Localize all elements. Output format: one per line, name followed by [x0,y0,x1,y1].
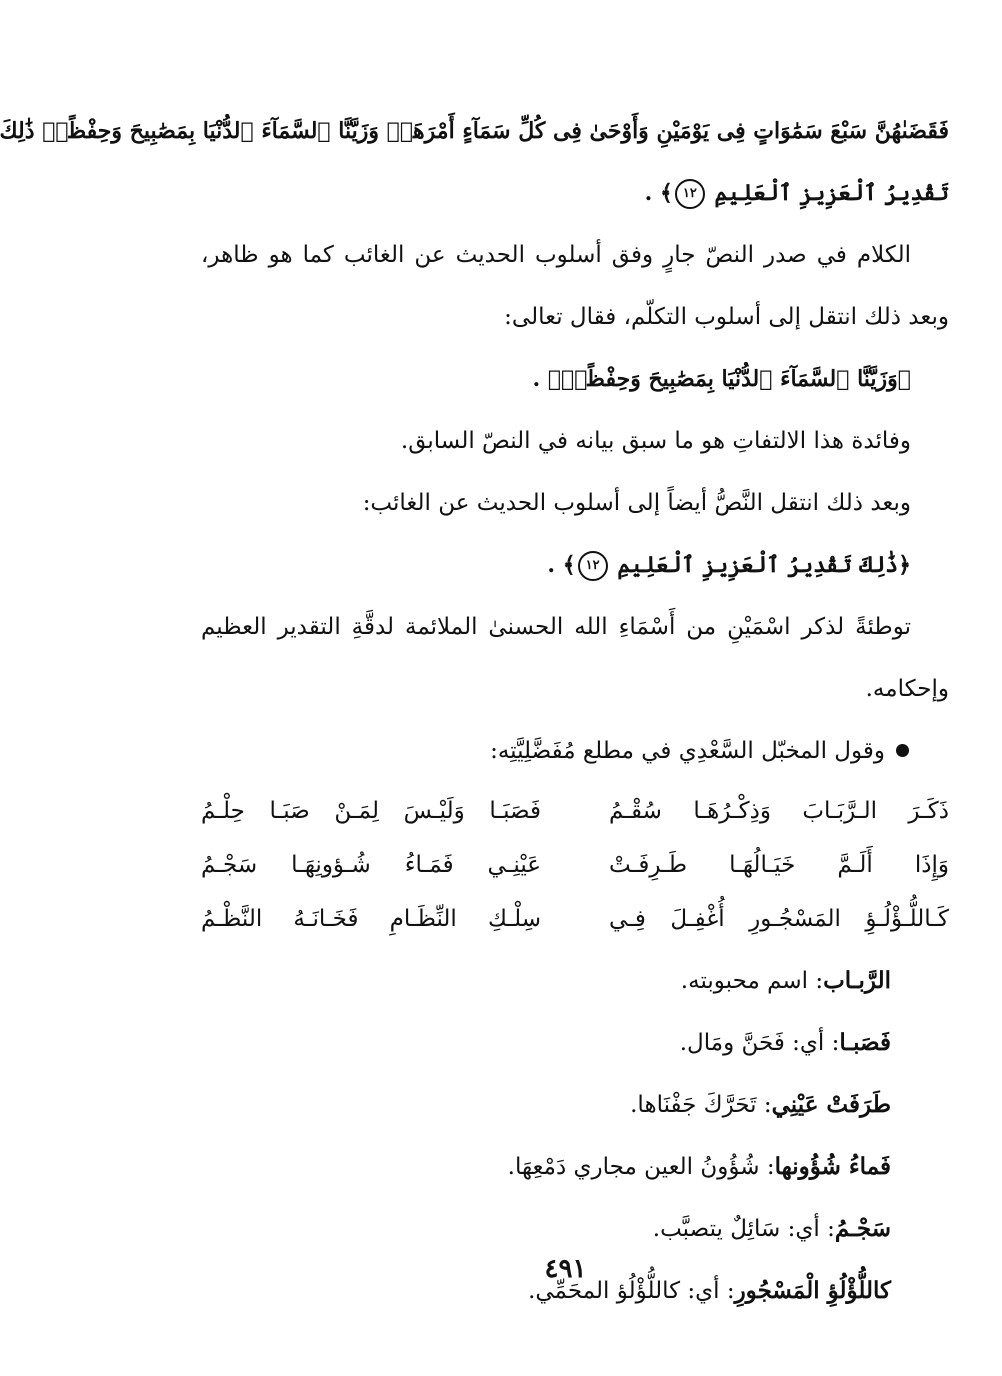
glossary-definition: : أي: سَائِلٌ يتصبَّب. [652,1216,835,1242]
poem-verse [201,838,949,892]
bullet-icon [896,744,909,757]
glossary-term: طَرَفَتْ عَيْنِي [771,1091,891,1118]
quran-verse-line [0,100,949,162]
paragraph-line [201,596,949,658]
poem-verse [201,784,949,838]
quran-verse-text: تَقْدِيرُ ٱلْعَزِيزِ ٱلْعَلِيمِ [714,180,949,206]
paragraph-line [201,410,949,472]
glossary-definition: : اسم محبوبته. [680,968,824,994]
poem-first-hemistich: كَـاللُّـؤْلُـؤِ المَسْجُـورِ أُغْفِـلَ فِـي [609,906,949,932]
ayah-number-marker: ١٢ [675,179,705,209]
glossary-definition: : تَحَرَّكَ جَفْنَاها. [630,1092,772,1118]
quran-verse-text: وَزَيَّنَّا ٱلسَّمَآءَ ٱلدُّنْيَا بِمَصَٰبِيحَ وَحِفْظًاۚ [561,366,898,392]
glossary-term: كاللُّؤْلُؤِ الْمَسْجُورِ [734,1277,891,1304]
opening-ornate-bracket: ﴿ [897,366,911,392]
poem [201,784,949,946]
glossary-term: فَصَبـا [839,1029,891,1056]
ayah-number-marker: ١٢ [578,551,608,581]
poem-first-hemistich: ذَكَـرَ الـرَّبَـابَ وَذِكْـرُهَـا سُقْـمُ [609,798,949,824]
paragraph-text: توطئةً لذكر اسْمَيْنِ من أَسْمَاءِ الله الحسنىٰ الملائمة لدقَّةِ التقدير العظيم [201,614,911,640]
poem-second-hemistich: سِلْـكِ النِّظَـامِ فَخَـانَـهُ النَّظْـمُ [201,906,541,932]
glossary-term: الرَّبـاب [823,967,891,994]
poem-second-hemistich: فَصَبَـا وَلَيْـسَ لِمَـنْ صَبَـا حِلْـمُ [201,798,541,824]
poem-first-hemistich: وَإِذَا أَلَـمَّ خَيَـالُهَـا طَـرِفَـتْ [609,852,949,878]
page-body [0,100,949,1322]
bullet-text: وقول المخبّل السَّعْدِي في مطلع مُفَضَّلِيَّتِه: [490,738,885,764]
verse-end-punctuation: . [532,366,548,392]
glossary-term: سَجْـمُ [834,1215,891,1242]
glossary-entry [201,1198,949,1260]
quran-verse-line [201,348,949,410]
glossary-definition: : شُؤُونُ العين مجاري دَمْعِهَا. [507,1154,775,1180]
glossary-entry [201,1136,949,1198]
paragraph-text: وبعد ذلك انتقل النَّصُّ أيضاً إلى أسلوب الحديث عن الغائب: [362,490,911,516]
paragraph-line [201,224,949,286]
quran-verse-line [201,162,949,224]
closing-ornate-bracket: ﴾ [562,552,576,578]
glossary-definition: : أي: فَحَنَّ ومَال. [679,1030,840,1056]
quran-verse-line [201,534,949,596]
closing-ornate-bracket: ﴾ [659,180,673,206]
verse-end-punctuation: . [644,180,660,206]
quran-verse-text: ذَٰلِكَ تَقْدِيرُ ٱلْعَزِيزِ ٱلْعَلِيمِ [617,552,899,578]
poem-second-hemistich: عَيْنِـي فَمَـاءُ شُـؤونِهَـا سَجْـمُ [201,852,541,878]
glossary-entry [201,950,949,1012]
poem-verse [201,892,949,946]
glossary-definition: : أي: كاللُّؤْلُؤ المحَمِّي. [528,1278,735,1304]
glossary-entry [201,1074,949,1136]
opening-ornate-bracket: ﴿ [898,552,911,578]
paragraph-text: وفائدة هذا الالتفاتِ هو ما سبق بيانه في النصّ السابق. [400,428,911,454]
glossary-term: فَماءُ شُؤُونها [774,1153,891,1180]
bullet-item [201,720,949,782]
verse-end-punctuation: . [547,552,563,578]
closing-ornate-bracket: ﴾ [547,366,562,392]
paragraph-text: الكلام في صدر النصّ جارٍ وفق أسلوب الحديث عن الغائب كما هو ظاهر، [201,242,911,268]
paragraph-text: وبعد ذلك انتقل إلى أسلوب التكلّم، فقال تعالى: [504,304,949,330]
paragraph-line [201,472,949,534]
glossary-entry [201,1012,949,1074]
paragraph-text: وإحكامه. [865,676,949,702]
quran-verse-text: فَقَضَىٰهُنَّ سَبْعَ سَمَٰوَاتٍ فِى يَوْمَيْنِ وَأَوْحَىٰ فِى كُلِّ سَمَآءٍ أَمْرَهَاۚ وَزَيَّنَّا ٱلسَّمَآءَ ٱلدُّنْيَا بِمَصَٰبِيحَ وَحِفْظًاۚ ذَٰلِكَ [0,118,949,144]
paragraph-line [201,286,949,348]
paragraph-line [201,658,949,720]
page-number: ٤٩١ [544,1254,587,1284]
